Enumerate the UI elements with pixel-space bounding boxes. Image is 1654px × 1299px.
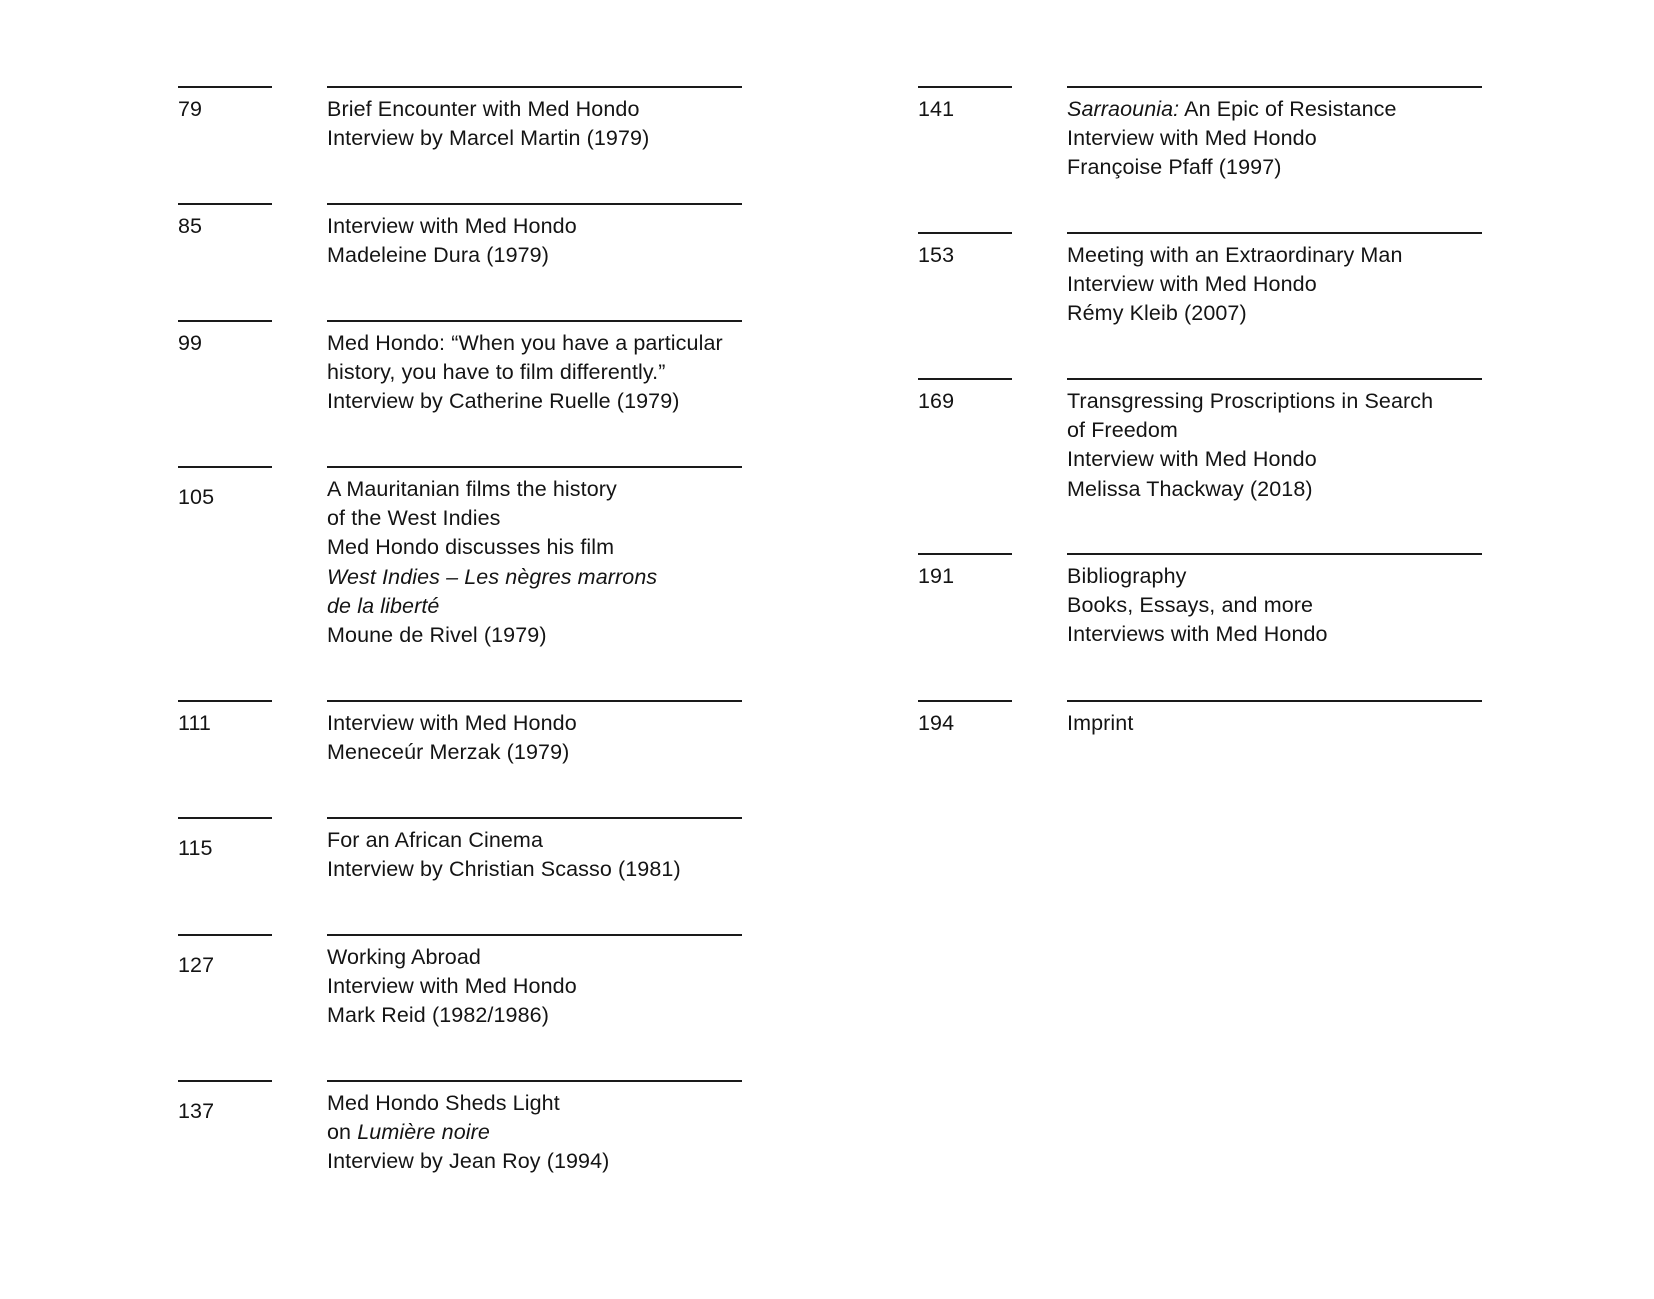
entry-line: Books, Essays, and more (1067, 593, 1314, 618)
film-title: West Indies – Les nègres marrons (327, 564, 658, 589)
entry-line: Meeting with an Extraordinary Man (1067, 243, 1403, 267)
page-number: 137 (178, 1099, 215, 1123)
entry-text (1067, 387, 1497, 504)
entry-line (327, 1118, 757, 1147)
page-number: 169 (918, 389, 955, 413)
entry-line: Moune de Rivel (1979) (327, 623, 547, 648)
entry-line: Interview by Christian Scasso (1981) (327, 857, 681, 882)
entry-line: Françoise Pfaff (1997) (1067, 155, 1282, 180)
entry-line: Working Abroad (327, 945, 481, 969)
page-number: 141 (918, 97, 955, 121)
divider (327, 86, 742, 88)
entry-line: Interview with Med Hondo (327, 974, 577, 999)
entry-line: Mark Reid (1982/1986) (327, 1003, 549, 1028)
entry-line: Med Hondo Sheds Light (327, 1091, 560, 1115)
entry-line: Bibliography (1067, 564, 1187, 588)
entry-line (1067, 95, 1497, 124)
divider (178, 1080, 272, 1082)
entry-line: history, you have to film differently.” (327, 360, 666, 385)
entry-text (1067, 562, 1497, 650)
entry-text (327, 1089, 757, 1177)
entry-line: Interview by Marcel Martin (1979) (327, 126, 650, 151)
entry-text (1067, 241, 1497, 329)
entry-text (327, 212, 757, 270)
entry-text (327, 943, 757, 1031)
entry-line: Transgressing Proscriptions in Search (1067, 389, 1434, 413)
divider (178, 934, 272, 936)
entry-line: Interviews with Med Hondo (1067, 622, 1328, 647)
entry-text (327, 329, 757, 417)
entry-text (327, 475, 757, 650)
divider (1067, 86, 1482, 88)
entry-text (327, 826, 757, 884)
entry-text (1067, 95, 1497, 183)
divider (178, 466, 272, 468)
divider (327, 320, 742, 322)
film-title: Lumière noire (357, 1120, 490, 1145)
divider (327, 203, 742, 205)
entry-line: Med Hondo: “When you have a particular (327, 331, 723, 355)
divider (918, 700, 1012, 702)
entry-line: Interview with Med Hondo (1067, 126, 1317, 151)
entry-line-rest: An Epic of Resistance (1179, 97, 1397, 121)
film-title: de la liberté (327, 593, 440, 618)
entry-line: Meneceúr Merzak (1979) (327, 740, 570, 765)
page-number: 153 (918, 243, 955, 267)
divider (918, 86, 1012, 88)
entry-line: Melissa Thackway (2018) (1067, 476, 1313, 501)
divider (918, 378, 1012, 380)
divider (918, 232, 1012, 234)
divider (178, 320, 272, 322)
divider (178, 203, 272, 205)
divider (178, 700, 272, 702)
divider (327, 934, 742, 936)
entry-line: Brief Encounter with Med Hondo (327, 97, 640, 121)
entry-line: Interview with Med Hondo (327, 711, 577, 735)
film-title: Sarraounia: (1067, 97, 1180, 121)
entry-line: of Freedom (1067, 418, 1178, 443)
entry-line: Interview with Med Hondo (327, 214, 577, 238)
divider (178, 86, 272, 88)
page-number: 111 (178, 711, 211, 735)
page-number: 115 (178, 836, 213, 860)
page-number: 191 (918, 564, 955, 588)
entry-line: Interview with Med Hondo (1067, 272, 1317, 297)
entry-text (327, 95, 757, 153)
entry-line-prefix: on (327, 1120, 358, 1145)
divider (327, 700, 742, 702)
divider (918, 553, 1012, 555)
divider (327, 1080, 742, 1082)
divider (1067, 232, 1482, 234)
entry-line: of the West Indies (327, 506, 501, 531)
divider (1067, 378, 1482, 380)
entry-text (1067, 709, 1497, 738)
entry-line: Madeleine Dura (1979) (327, 243, 550, 268)
divider (1067, 700, 1482, 702)
entry-line: A Mauritanian films the history (327, 477, 617, 501)
divider (1067, 553, 1482, 555)
page-number: 194 (918, 711, 955, 735)
entry-line: Interview with Med Hondo (1067, 447, 1317, 472)
entry-line: Interview by Jean Roy (1994) (327, 1149, 610, 1174)
divider (327, 817, 742, 819)
page-number: 99 (178, 331, 203, 355)
page-number: 79 (178, 97, 203, 121)
divider (178, 817, 272, 819)
entry-text (327, 709, 757, 767)
entry-line: Imprint (1067, 711, 1134, 735)
entry-line: Rémy Kleib (2007) (1067, 301, 1247, 326)
entry-line: For an African Cinema (327, 828, 543, 852)
divider (327, 466, 742, 468)
page-number: 85 (178, 214, 203, 238)
page-number: 105 (178, 485, 215, 509)
entry-line: Interview by Catherine Ruelle (1979) (327, 389, 680, 414)
entry-line: Med Hondo discusses his film (327, 535, 615, 560)
page-number: 127 (178, 953, 215, 977)
